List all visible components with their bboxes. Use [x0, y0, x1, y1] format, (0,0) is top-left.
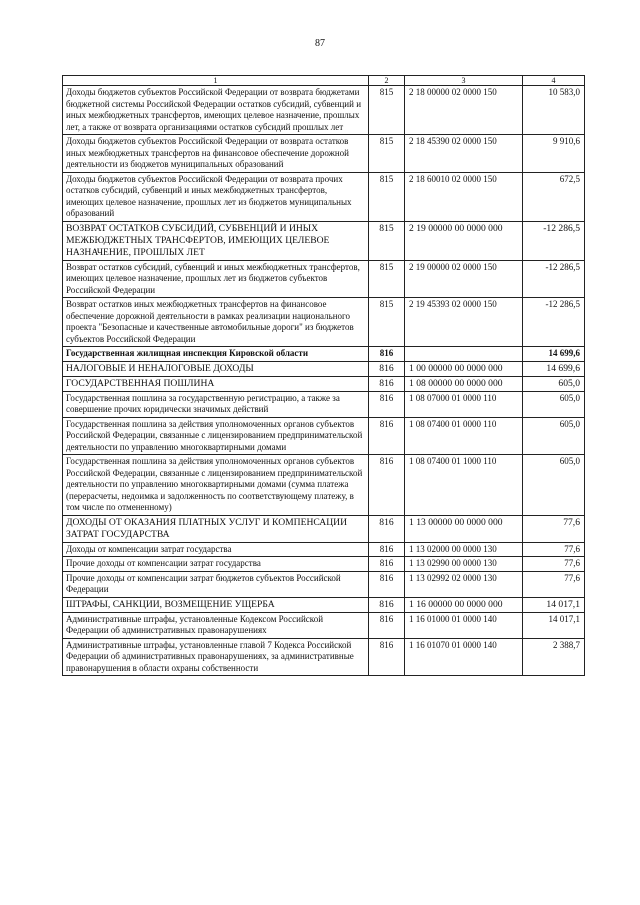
cell-admin-code: 816	[369, 612, 405, 638]
cell-amount: 605,0	[523, 391, 585, 417]
cell-admin-code: 815	[369, 298, 405, 347]
column-header-code: 2	[369, 76, 405, 86]
table-row	[63, 455, 585, 516]
table-row	[63, 361, 585, 376]
cell-name: Государственная жилищная инспекция Кировской области	[63, 347, 369, 362]
cell-kbk-code: 1 08 00000 00 0000 000	[405, 376, 523, 391]
cell-amount: 14 699,6	[523, 361, 585, 376]
cell-amount: 605,0	[523, 455, 585, 516]
cell-admin-code: 815	[369, 221, 405, 260]
cell-name: ДОХОДЫ ОТ ОКАЗАНИЯ ПЛАТНЫХ УСЛУГ И КОМПЕНСАЦИИ ЗАТРАТ ГОСУДАРСТВА	[63, 515, 369, 542]
cell-amount: 14 017,1	[523, 612, 585, 638]
cell-name: ШТРАФЫ, САНКЦИИ, ВОЗМЕЩЕНИЕ УЩЕРБА	[63, 597, 369, 612]
cell-amount: -12 286,5	[523, 298, 585, 347]
cell-amount: -12 286,5	[523, 260, 585, 298]
cell-name: Государственная пошлина за государственную регистрацию, а также за совершение прочих юридически значимых действий	[63, 391, 369, 417]
cell-admin-code: 815	[369, 135, 405, 173]
cell-kbk-code: 1 08 07400 01 0000 110	[405, 417, 523, 455]
table-row	[63, 376, 585, 391]
cell-amount: 605,0	[523, 376, 585, 391]
cell-name: НАЛОГОВЫЕ И НЕНАЛОГОВЫЕ ДОХОДЫ	[63, 361, 369, 376]
cell-admin-code: 816	[369, 515, 405, 542]
cell-name: Доходы от компенсации затрат государства	[63, 542, 369, 557]
cell-name: Государственная пошлина за действия уполномоченных органов субъектов Российской Федерации, связанные с лицензированием предпринимательской деятельности по управлению многоквартирными домами	[63, 417, 369, 455]
cell-kbk-code	[405, 347, 523, 362]
cell-name: Административные штрафы, установленные Кодексом Российской Федерации об административных правонарушениях	[63, 612, 369, 638]
cell-name: Прочие доходы от компенсации затрат бюджетов субъектов Российской Федерации	[63, 571, 369, 597]
cell-admin-code: 815	[369, 260, 405, 298]
cell-amount: 14 017,1	[523, 597, 585, 612]
cell-amount: 2 388,7	[523, 638, 585, 676]
cell-amount: 605,0	[523, 417, 585, 455]
table-header-row	[63, 76, 585, 86]
table-row	[63, 597, 585, 612]
cell-kbk-code: 1 00 00000 00 0000 000	[405, 361, 523, 376]
table-row	[63, 557, 585, 572]
cell-amount: 672,5	[523, 172, 585, 221]
budget-revenue-table	[62, 75, 585, 676]
cell-name: Доходы бюджетов субъектов Российской Федерации от возврата бюджетами бюджетной системы Российской Федерации остатков субсидий, субвенций и иных межбюджетных трансфертов, имеющих целевое назначение, прошлых лет, а также от возврата организациями остатков субсидий прошлых лет	[63, 86, 369, 135]
cell-admin-code: 816	[369, 571, 405, 597]
cell-admin-code: 816	[369, 376, 405, 391]
cell-kbk-code: 2 18 00000 02 0000 150	[405, 86, 523, 135]
cell-kbk-code: 2 19 45393 02 0000 150	[405, 298, 523, 347]
cell-amount: 9 910,6	[523, 135, 585, 173]
cell-kbk-code: 2 18 60010 02 0000 150	[405, 172, 523, 221]
table-row	[63, 571, 585, 597]
cell-kbk-code: 2 19 00000 00 0000 000	[405, 221, 523, 260]
table-row	[63, 612, 585, 638]
table-row	[63, 221, 585, 260]
cell-admin-code: 816	[369, 638, 405, 676]
cell-admin-code: 815	[369, 172, 405, 221]
cell-amount: 77,6	[523, 571, 585, 597]
cell-amount: 77,6	[523, 542, 585, 557]
table-row	[63, 260, 585, 298]
cell-amount: 14 699,6	[523, 347, 585, 362]
cell-amount: -12 286,5	[523, 221, 585, 260]
table-row	[63, 135, 585, 173]
cell-kbk-code: 1 16 00000 00 0000 000	[405, 597, 523, 612]
cell-admin-code: 815	[369, 86, 405, 135]
cell-admin-code: 816	[369, 347, 405, 362]
table-row	[63, 638, 585, 676]
cell-name: Возврат остатков субсидий, субвенций и иных межбюджетных трансфертов, имеющих целевое назначение, прошлых лет из бюджетов субъектов Российской Федерации	[63, 260, 369, 298]
cell-admin-code: 816	[369, 391, 405, 417]
cell-admin-code: 816	[369, 557, 405, 572]
column-header-name: 1	[63, 76, 369, 86]
cell-amount: 77,6	[523, 557, 585, 572]
cell-kbk-code: 1 13 02000 00 0000 130	[405, 542, 523, 557]
cell-kbk-code: 1 16 01000 01 0000 140	[405, 612, 523, 638]
cell-kbk-code: 1 13 00000 00 0000 000	[405, 515, 523, 542]
page-number: 87	[315, 38, 325, 49]
cell-name: Государственная пошлина за действия уполномоченных органов субъектов Российской Федерации, связанные с лицензированием предпринимательской деятельности по управлению многоквартирными домами (сумма платежа (перерасчеты, недоимка и задолженность по соответствующему платежу, в том числе по отмененному)	[63, 455, 369, 516]
cell-amount: 10 583,0	[523, 86, 585, 135]
cell-name: Возврат остатков иных межбюджетных трансфертов на финансовое обеспечение дорожной деятельности в рамках реализации национального проекта "Безопасные и качественные автомобильные дороги" из бюджетов субъектов Российской Федерации	[63, 298, 369, 347]
cell-name: Доходы бюджетов субъектов Российской Федерации от возврата прочих остатков субсидий, субвенций и иных межбюджетных трансфертов, имеющих целевое назначение, прошлых лет из бюджетов муниципальных образований	[63, 172, 369, 221]
cell-name: Прочие доходы от компенсации затрат государства	[63, 557, 369, 572]
cell-admin-code: 816	[369, 455, 405, 516]
cell-admin-code: 816	[369, 597, 405, 612]
table-row	[63, 515, 585, 542]
column-header-kbk: 3	[405, 76, 523, 86]
table-row	[63, 86, 585, 135]
table-row	[63, 542, 585, 557]
cell-name: Административные штрафы, установленные главой 7 Кодекса Российской Федерации об административных правонарушениях, за административные правонарушения в области охраны собственности	[63, 638, 369, 676]
table-row	[63, 298, 585, 347]
cell-name: ГОСУДАРСТВЕННАЯ ПОШЛИНА	[63, 376, 369, 391]
cell-amount: 77,6	[523, 515, 585, 542]
table-row	[63, 417, 585, 455]
cell-kbk-code: 1 16 01070 01 0000 140	[405, 638, 523, 676]
cell-admin-code: 816	[369, 417, 405, 455]
cell-name: ВОЗВРАТ ОСТАТКОВ СУБСИДИЙ, СУБВЕНЦИЙ И ИНЫХ МЕЖБЮДЖЕТНЫХ ТРАНСФЕРТОВ, ИМЕЮЩИХ ЦЕЛЕВОЕ НАЗНАЧЕНИЕ, ПРОШЛЫХ ЛЕТ	[63, 221, 369, 260]
cell-kbk-code: 2 18 45390 02 0000 150	[405, 135, 523, 173]
column-header-amount: 4	[523, 76, 585, 86]
cell-name: Доходы бюджетов субъектов Российской Федерации от возврата остатков иных межбюджетных трансфертов на финансовое обеспечение дорожной деятельности из бюджетов муниципальных образований	[63, 135, 369, 173]
table-row	[63, 172, 585, 221]
cell-kbk-code: 1 08 07000 01 0000 110	[405, 391, 523, 417]
cell-admin-code: 816	[369, 542, 405, 557]
table-row	[63, 391, 585, 417]
cell-kbk-code: 2 19 00000 02 0000 150	[405, 260, 523, 298]
cell-kbk-code: 1 13 02990 00 0000 130	[405, 557, 523, 572]
table-row	[63, 347, 585, 362]
cell-admin-code: 816	[369, 361, 405, 376]
cell-kbk-code: 1 13 02992 02 0000 130	[405, 571, 523, 597]
cell-kbk-code: 1 08 07400 01 1000 110	[405, 455, 523, 516]
